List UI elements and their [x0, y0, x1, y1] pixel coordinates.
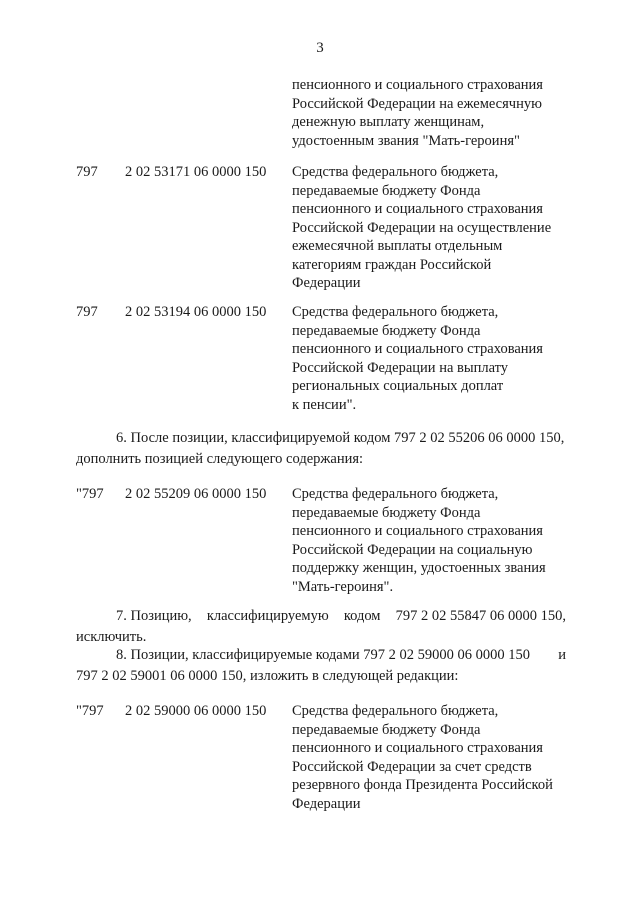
text-line: денежную выплату женщинам, [292, 114, 485, 130]
text-line: региональных социальных доплат [292, 378, 504, 394]
paragraph-line: 797 2 02 59001 06 0000 150, изложить в следующей редакции: [76, 668, 459, 684]
admin-code: 797 [76, 164, 98, 180]
text-line: Федерации [292, 275, 361, 291]
admin-code: 797 [76, 304, 98, 320]
paragraph-7 [76, 606, 566, 648]
description-cell [292, 702, 582, 813]
word: 7. Позицию, [116, 608, 192, 624]
text-line: Средства федерального бюджета, [292, 164, 499, 180]
word: 797 2 02 55847 06 0000 150, [395, 608, 566, 624]
text-line: передаваемые бюджету Фонда [292, 322, 481, 339]
paragraph-line: исключить. [76, 629, 147, 645]
income-code: 2 02 53171 06 0000 150 [125, 164, 267, 180]
paragraph-line [76, 645, 566, 666]
description-cell [292, 163, 582, 293]
description-cell [292, 76, 582, 150]
word: и [558, 647, 566, 663]
description-cell [292, 485, 582, 596]
text-line: Средства федерального бюджета, [292, 486, 499, 502]
text-line: к пенсии". [292, 396, 357, 413]
text-line: передаваемые бюджету Фонда [292, 182, 481, 199]
text-line: передаваемые бюджету Фонда [292, 504, 481, 521]
text-line: Федерации [292, 795, 361, 812]
text-line: Российской Федерации на осуществление [292, 219, 552, 236]
paragraph-line: дополнить позицией следующего содержания: [76, 451, 364, 467]
income-code: 2 02 55209 06 0000 150 [125, 486, 267, 502]
text-line: резервного фонда Президента Российской [292, 777, 553, 793]
description-cell [292, 303, 582, 414]
text-line: ежемесячной выплаты отдельным [292, 238, 503, 254]
text-line: категориям граждан Российской [292, 256, 492, 273]
paragraph-6 [76, 428, 566, 470]
text-line: пенсионного и социального страхования [292, 201, 543, 217]
text-line: Российской Федерации за счет средств [292, 758, 532, 775]
text-line: Средства федерального бюджета, [292, 703, 499, 719]
text-line: Российской Федерации на ежемесячную [292, 95, 542, 112]
text-line: пенсионного и социального страхования [292, 523, 543, 539]
text-line: удостоенным звания "Мать-героиня" [292, 132, 520, 149]
page-number: 3 [316, 40, 324, 56]
text-line: Российской Федерации на социальную [292, 541, 533, 558]
income-code: 2 02 53194 06 0000 150 [125, 304, 267, 320]
text-line: Средства федерального бюджета, [292, 304, 499, 320]
text-line: пенсионного и социального страхования [292, 341, 543, 357]
text-line: пенсионного и социального страхования [292, 77, 543, 93]
paragraph-line: 6. После позиции, классифицируемой кодом 797 2 02 55206 06 0000 150, [116, 430, 565, 446]
income-code: 2 02 59000 06 0000 150 [125, 703, 267, 719]
text-line: пенсионного и социального страхования [292, 740, 543, 756]
word: 8. Позиции, классифицируемые кодами 797 2 02 59000 06 0000 150 [116, 647, 531, 663]
paragraph-8 [76, 645, 566, 687]
admin-code: "797 [76, 486, 104, 502]
word: кодом [343, 608, 381, 624]
text-line: передаваемые бюджету Фонда [292, 721, 481, 738]
admin-code: "797 [76, 703, 104, 719]
text-line: поддержку женщин, удостоенных звания [292, 560, 546, 576]
text-line: "Мать-героиня". [292, 578, 394, 595]
paragraph-line [76, 606, 566, 627]
text-line: Российской Федерации на выплату [292, 359, 509, 376]
word: классифицируемую [206, 608, 329, 624]
